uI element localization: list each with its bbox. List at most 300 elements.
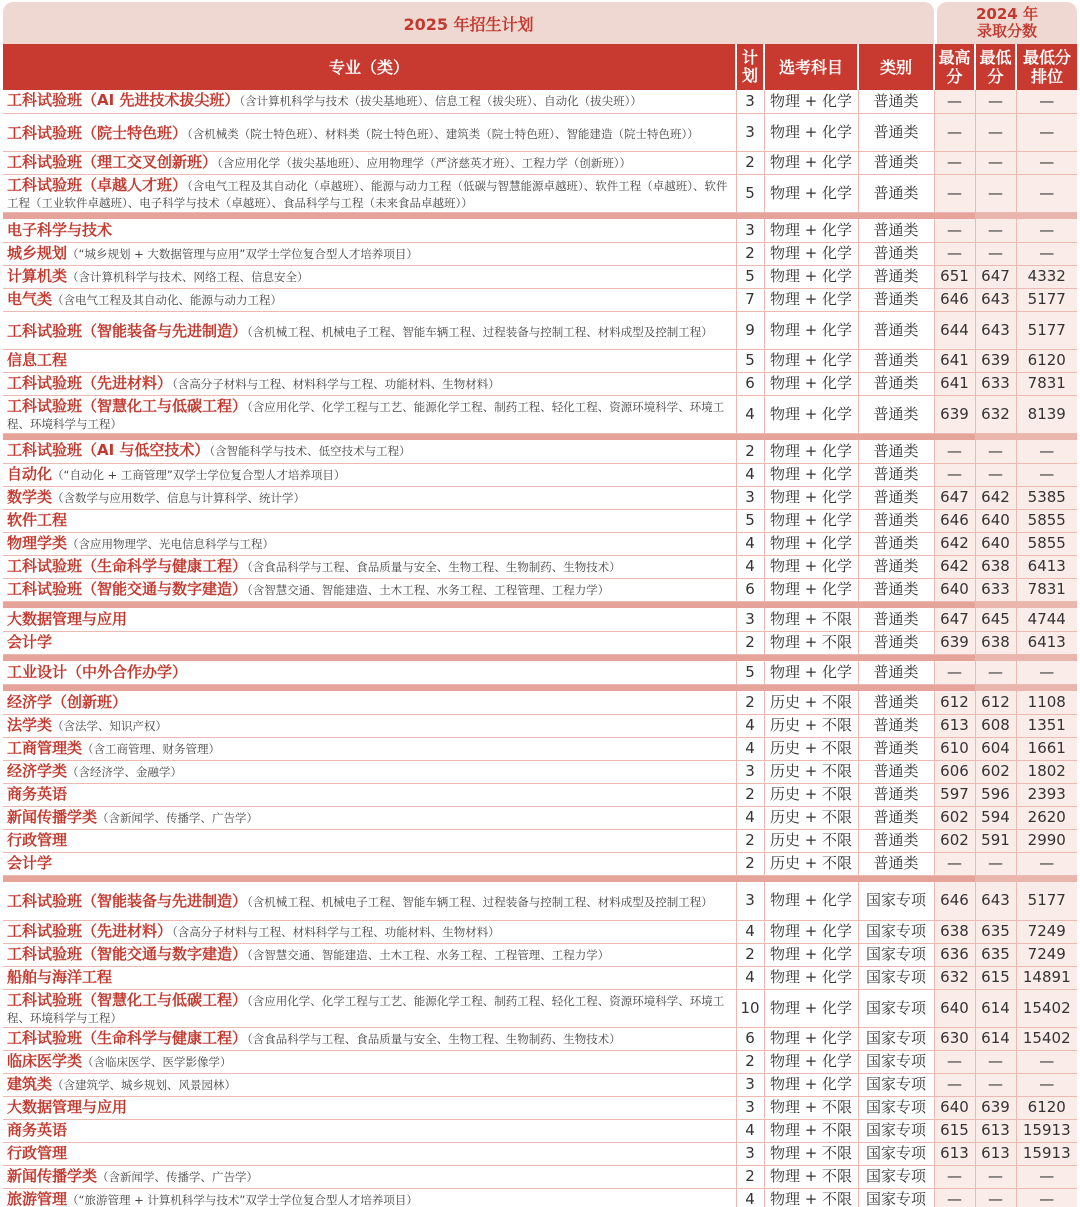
major-cell bbox=[3, 395, 736, 433]
table-row bbox=[3, 1096, 1077, 1119]
major-name: 工科试验班（智能交通与数字建造） bbox=[7, 579, 248, 598]
table-row bbox=[3, 920, 1077, 943]
table-row bbox=[3, 90, 1077, 113]
subjects-cell: 历史 + 不限 bbox=[764, 737, 858, 760]
subjects-cell: 物理 + 化学 bbox=[764, 1027, 858, 1050]
plan-count-cell: 4 bbox=[736, 806, 764, 829]
major-name: 大数据管理与应用 bbox=[7, 1098, 128, 1116]
min-score-cell: — bbox=[975, 852, 1016, 875]
major-cell bbox=[3, 372, 736, 395]
table-row bbox=[3, 1073, 1077, 1096]
table-row bbox=[3, 1188, 1077, 1207]
separator-cell bbox=[764, 433, 858, 440]
min-score-cell: — bbox=[975, 440, 1016, 463]
major-name: 电气类 bbox=[7, 289, 53, 308]
plan-count-cell: 2 bbox=[736, 151, 764, 174]
table-row bbox=[3, 288, 1077, 311]
subjects-cell: 物理 + 化学 bbox=[764, 219, 858, 242]
category-cell: 普通类 bbox=[858, 806, 934, 829]
category-cell: 普通类 bbox=[858, 440, 934, 463]
subjects-cell: 物理 + 化学 bbox=[764, 90, 858, 113]
major-description: （“城乡规划 + 大数据管理与应用”双学士学位复合型人才培养项目） bbox=[67, 246, 418, 261]
plan-count-cell: 2 bbox=[736, 631, 764, 654]
category-cell: 普通类 bbox=[858, 509, 934, 532]
plan-count-cell: 6 bbox=[736, 1027, 764, 1050]
major-cell bbox=[3, 966, 736, 989]
separator-cell bbox=[764, 654, 858, 661]
table-row bbox=[3, 265, 1077, 288]
separator-cell bbox=[934, 433, 975, 440]
plan-count-cell: 2 bbox=[736, 943, 764, 966]
table-row bbox=[3, 242, 1077, 265]
major-name: 会计学 bbox=[7, 854, 53, 872]
subjects-cell: 物理 + 化学 bbox=[764, 174, 858, 212]
min-rank-cell: 2620 bbox=[1016, 806, 1077, 829]
plan-count-cell: 9 bbox=[736, 311, 764, 349]
subjects-cell: 物理 + 化学 bbox=[764, 113, 858, 151]
plan-count-cell: 2 bbox=[736, 783, 764, 806]
group-separator bbox=[3, 601, 1077, 608]
major-name: 工科试验班（AI 先进技术拔尖班） bbox=[7, 91, 240, 110]
subjects-cell: 历史 + 不限 bbox=[764, 829, 858, 852]
admission-plan-sheet bbox=[3, 2, 1077, 1207]
major-name: 行政管理 bbox=[7, 1144, 68, 1162]
plan-count-cell: 5 bbox=[736, 349, 764, 372]
max-score-cell: — bbox=[934, 1165, 975, 1188]
max-score-cell: 646 bbox=[934, 509, 975, 532]
min-rank-cell: 15913 bbox=[1016, 1119, 1077, 1142]
separator-cell bbox=[3, 433, 736, 440]
major-description: （含智慧交通、智能建造、土木工程、水务工程、工程管理、工程力学） bbox=[247, 947, 610, 962]
major-description: （含电气工程及其自动化（卓越班）、能源与动力工程（低碳与智慧能源卓越班）、软件工程（卓越班）、软件工程（工业软件卓越班）、电子科学与技术（卓越班）、食品科学与工程（未来食品卓越班）） bbox=[7, 179, 728, 210]
score-title-year: 2024 年 bbox=[976, 5, 1038, 23]
separator-cell bbox=[858, 684, 934, 691]
plan-count-cell: 3 bbox=[736, 113, 764, 151]
plan-count-cell: 4 bbox=[736, 555, 764, 578]
major-cell bbox=[3, 852, 736, 875]
major-cell bbox=[3, 714, 736, 737]
major-name: 城乡规划 bbox=[7, 243, 68, 262]
subjects-cell: 物理 + 化学 bbox=[764, 943, 858, 966]
plan-count-cell: 3 bbox=[736, 1073, 764, 1096]
min-score-cell: 640 bbox=[975, 532, 1016, 555]
major-description: （含电气工程及其自动化、能源与动力工程） bbox=[52, 292, 283, 307]
table-row bbox=[3, 783, 1077, 806]
separator-cell bbox=[975, 875, 1016, 882]
max-score-cell: 644 bbox=[934, 311, 975, 349]
subjects-cell: 历史 + 不限 bbox=[764, 760, 858, 783]
subjects-cell: 物理 + 化学 bbox=[764, 288, 858, 311]
table-row bbox=[3, 714, 1077, 737]
separator-cell bbox=[975, 212, 1016, 219]
min-rank-cell: — bbox=[1016, 113, 1077, 151]
min-rank-cell: — bbox=[1016, 219, 1077, 242]
major-cell bbox=[3, 486, 736, 509]
major-name: 工商管理类 bbox=[7, 738, 83, 757]
category-cell: 普通类 bbox=[858, 852, 934, 875]
min-rank-cell: — bbox=[1016, 1188, 1077, 1207]
max-score-cell: — bbox=[934, 1188, 975, 1207]
col-header-major: 专业（类） bbox=[3, 44, 736, 90]
min-score-cell: 602 bbox=[975, 760, 1016, 783]
plan-count-cell: 3 bbox=[736, 760, 764, 783]
category-cell: 普通类 bbox=[858, 714, 934, 737]
max-score-cell: — bbox=[934, 852, 975, 875]
plan-count-cell: 5 bbox=[736, 661, 764, 684]
subjects-cell: 历史 + 不限 bbox=[764, 714, 858, 737]
max-score-cell: 647 bbox=[934, 608, 975, 631]
major-name: 建筑类 bbox=[7, 1074, 53, 1093]
plan-count-cell: 4 bbox=[736, 463, 764, 486]
table-row bbox=[3, 608, 1077, 631]
table-row bbox=[3, 532, 1077, 555]
category-cell: 普通类 bbox=[858, 532, 934, 555]
major-name: 船舶与海洋工程 bbox=[7, 968, 113, 986]
max-score-cell: — bbox=[934, 113, 975, 151]
min-rank-cell: 15402 bbox=[1016, 1027, 1077, 1050]
group-separator bbox=[3, 875, 1077, 882]
category-cell: 普通类 bbox=[858, 783, 934, 806]
plan-count-cell: 5 bbox=[736, 174, 764, 212]
min-score-cell: 591 bbox=[975, 829, 1016, 852]
table-row bbox=[3, 440, 1077, 463]
subjects-cell: 物理 + 化学 bbox=[764, 486, 858, 509]
category-cell: 国家专项 bbox=[858, 882, 934, 920]
subjects-cell: 物理 + 不限 bbox=[764, 1188, 858, 1207]
plan-count-cell: 4 bbox=[736, 714, 764, 737]
min-rank-cell: — bbox=[1016, 242, 1077, 265]
separator-cell bbox=[3, 875, 736, 882]
min-score-cell: 633 bbox=[975, 578, 1016, 601]
major-cell bbox=[3, 1142, 736, 1165]
separator-cell bbox=[736, 212, 764, 219]
min-score-cell: — bbox=[975, 1188, 1016, 1207]
table-row bbox=[3, 882, 1077, 920]
table-row bbox=[3, 1165, 1077, 1188]
plan-count-cell: 2 bbox=[736, 852, 764, 875]
subjects-cell: 物理 + 化学 bbox=[764, 509, 858, 532]
major-description: （“旅游管理 + 计算机科学与技术”双学士学位复合型人才培养项目） bbox=[67, 1192, 418, 1207]
subjects-cell: 物理 + 不限 bbox=[764, 1165, 858, 1188]
subjects-cell: 物理 + 化学 bbox=[764, 578, 858, 601]
col-header-subjects: 选考科目 bbox=[764, 44, 858, 90]
min-score-cell: 613 bbox=[975, 1119, 1016, 1142]
min-score-cell: 635 bbox=[975, 920, 1016, 943]
min-rank-cell: — bbox=[1016, 661, 1077, 684]
plan-count-cell: 5 bbox=[736, 265, 764, 288]
max-score-cell: 640 bbox=[934, 1096, 975, 1119]
separator-cell bbox=[934, 212, 975, 219]
min-rank-cell: 2393 bbox=[1016, 783, 1077, 806]
category-cell: 普通类 bbox=[858, 349, 934, 372]
min-score-cell: 615 bbox=[975, 966, 1016, 989]
separator-cell bbox=[736, 654, 764, 661]
major-cell bbox=[3, 349, 736, 372]
plan-count-cell: 3 bbox=[736, 882, 764, 920]
separator-cell bbox=[934, 684, 975, 691]
table-row bbox=[3, 1027, 1077, 1050]
min-score-cell: — bbox=[975, 1073, 1016, 1096]
table-row bbox=[3, 578, 1077, 601]
category-cell: 国家专项 bbox=[858, 1073, 934, 1096]
col-header-max: 最高分 bbox=[934, 44, 975, 90]
major-cell bbox=[3, 737, 736, 760]
major-name: 信息工程 bbox=[7, 351, 68, 369]
major-cell bbox=[3, 760, 736, 783]
plan-count-cell: 2 bbox=[736, 242, 764, 265]
major-name: 工科试验班（智慧化工与低碳工程） bbox=[7, 397, 248, 415]
subjects-cell: 物理 + 化学 bbox=[764, 265, 858, 288]
major-description: （“自动化 + 工商管理”双学士学位复合型人才培养项目） bbox=[52, 467, 346, 482]
major-description: （含应用化学（拔尖基地班）、应用物理学（严济慈英才班）、工程力学（创新班）） bbox=[217, 155, 632, 170]
title-bar bbox=[3, 2, 1077, 44]
max-score-cell: 636 bbox=[934, 943, 975, 966]
max-score-cell: — bbox=[934, 1073, 975, 1096]
subjects-cell: 历史 + 不限 bbox=[764, 852, 858, 875]
separator-cell bbox=[975, 601, 1016, 608]
subjects-cell: 物理 + 化学 bbox=[764, 555, 858, 578]
min-score-cell: — bbox=[975, 174, 1016, 212]
separator-cell bbox=[934, 875, 975, 882]
max-score-cell: 641 bbox=[934, 372, 975, 395]
col-header-rank: 最低分排位 bbox=[1016, 44, 1077, 90]
separator-cell bbox=[764, 875, 858, 882]
table-row bbox=[3, 555, 1077, 578]
table-row bbox=[3, 852, 1077, 875]
major-cell bbox=[3, 463, 736, 486]
table-row bbox=[3, 486, 1077, 509]
major-cell bbox=[3, 829, 736, 852]
plan-count-cell: 4 bbox=[736, 1188, 764, 1207]
major-cell bbox=[3, 989, 736, 1027]
major-description: （含法学、知识产权） bbox=[52, 718, 168, 733]
separator-cell bbox=[858, 212, 934, 219]
max-score-cell: 642 bbox=[934, 532, 975, 555]
major-name: 行政管理 bbox=[7, 831, 68, 849]
major-cell bbox=[3, 661, 736, 684]
major-description: （含食品科学与工程、食品质量与安全、生物工程、生物制药、生物技术） bbox=[247, 559, 621, 574]
category-cell: 普通类 bbox=[858, 265, 934, 288]
major-cell bbox=[3, 631, 736, 654]
max-score-cell: 613 bbox=[934, 714, 975, 737]
min-score-cell: 647 bbox=[975, 265, 1016, 288]
major-cell bbox=[3, 578, 736, 601]
separator-cell bbox=[736, 875, 764, 882]
min-score-cell: 645 bbox=[975, 608, 1016, 631]
subjects-cell: 物理 + 化学 bbox=[764, 151, 858, 174]
major-cell bbox=[3, 783, 736, 806]
min-score-cell: 643 bbox=[975, 882, 1016, 920]
max-score-cell: 606 bbox=[934, 760, 975, 783]
major-cell bbox=[3, 1188, 736, 1207]
major-name: 软件工程 bbox=[7, 511, 68, 529]
max-score-cell: 632 bbox=[934, 966, 975, 989]
separator-cell bbox=[3, 212, 736, 219]
min-score-cell: — bbox=[975, 1165, 1016, 1188]
table-row bbox=[3, 113, 1077, 151]
min-score-cell: 596 bbox=[975, 783, 1016, 806]
major-name: 临床医学类 bbox=[7, 1051, 83, 1070]
plan-count-cell: 3 bbox=[736, 1142, 764, 1165]
plan-count-cell: 4 bbox=[736, 1119, 764, 1142]
min-score-cell: 614 bbox=[975, 989, 1016, 1027]
min-score-cell: — bbox=[975, 1050, 1016, 1073]
min-score-cell: 640 bbox=[975, 509, 1016, 532]
major-name: 商务英语 bbox=[7, 785, 68, 803]
min-rank-cell: 15913 bbox=[1016, 1142, 1077, 1165]
major-cell bbox=[3, 90, 736, 113]
major-cell bbox=[3, 288, 736, 311]
major-description: （含新闻学、传播学、广告学） bbox=[97, 810, 259, 825]
subjects-cell: 物理 + 化学 bbox=[764, 242, 858, 265]
table-header-row bbox=[3, 44, 1077, 90]
category-cell: 普通类 bbox=[858, 113, 934, 151]
score-title-label: 录取分数 bbox=[976, 22, 1037, 40]
major-description: （含工商管理、财务管理） bbox=[82, 741, 221, 756]
separator-cell bbox=[934, 654, 975, 661]
major-description: （含计算机科学与技术、网络工程、信息安全） bbox=[67, 269, 309, 284]
max-score-cell: — bbox=[934, 90, 975, 113]
major-name: 商务英语 bbox=[7, 1121, 68, 1139]
major-name: 工科试验班（生命科学与健康工程） bbox=[7, 556, 248, 575]
max-score-cell: 641 bbox=[934, 349, 975, 372]
major-cell bbox=[3, 1119, 736, 1142]
min-rank-cell: 6413 bbox=[1016, 555, 1077, 578]
major-name: 新闻传播学类 bbox=[7, 1166, 98, 1185]
subjects-cell: 物理 + 化学 bbox=[764, 882, 858, 920]
max-score-cell: — bbox=[934, 1050, 975, 1073]
min-rank-cell: 14891 bbox=[1016, 966, 1077, 989]
table-row bbox=[3, 737, 1077, 760]
plan-count-cell: 6 bbox=[736, 578, 764, 601]
separator-cell bbox=[3, 654, 736, 661]
major-cell bbox=[3, 1096, 736, 1119]
plan-count-cell: 3 bbox=[736, 90, 764, 113]
min-score-cell: 632 bbox=[975, 395, 1016, 433]
min-score-cell: 639 bbox=[975, 1096, 1016, 1119]
major-description: （含应用化学、化学工程与工艺、能源化学工程、制药工程、轻化工程、资源环境科学、环境工程、环境科学与工程） bbox=[7, 400, 725, 431]
major-name: 数学类 bbox=[7, 487, 53, 506]
plan-count-cell: 5 bbox=[736, 509, 764, 532]
major-description: （含高分子材料与工程、材料科学与工程、功能材料、生物材料） bbox=[172, 924, 500, 939]
category-cell: 普通类 bbox=[858, 608, 934, 631]
category-cell: 国家专项 bbox=[858, 1165, 934, 1188]
separator-cell bbox=[736, 433, 764, 440]
category-cell: 国家专项 bbox=[858, 1188, 934, 1207]
min-score-cell: 643 bbox=[975, 288, 1016, 311]
table-row bbox=[3, 311, 1077, 349]
major-cell bbox=[3, 265, 736, 288]
plan-count-cell: 6 bbox=[736, 372, 764, 395]
major-description: （含食品科学与工程、食品质量与安全、生物工程、生物制药、生物技术） bbox=[247, 1031, 621, 1046]
separator-cell bbox=[764, 601, 858, 608]
min-rank-cell: 4332 bbox=[1016, 265, 1077, 288]
major-cell bbox=[3, 532, 736, 555]
group-separator bbox=[3, 684, 1077, 691]
max-score-cell: 638 bbox=[934, 920, 975, 943]
category-cell: 国家专项 bbox=[858, 989, 934, 1027]
major-name: 工科试验班（理工交叉创新班） bbox=[7, 152, 218, 171]
table-row bbox=[3, 691, 1077, 714]
subjects-cell: 物理 + 化学 bbox=[764, 920, 858, 943]
major-cell bbox=[3, 311, 736, 349]
major-name: 工科试验班（智能交通与数字建造） bbox=[7, 944, 248, 963]
min-rank-cell: 5385 bbox=[1016, 486, 1077, 509]
max-score-cell: 612 bbox=[934, 691, 975, 714]
category-cell: 国家专项 bbox=[858, 920, 934, 943]
min-rank-cell: 4744 bbox=[1016, 608, 1077, 631]
min-score-cell: — bbox=[975, 661, 1016, 684]
subjects-cell: 物理 + 化学 bbox=[764, 532, 858, 555]
major-name: 工科试验班（AI 与低空技术） bbox=[7, 441, 210, 460]
separator-cell bbox=[3, 601, 736, 608]
table-row bbox=[3, 943, 1077, 966]
category-cell: 国家专项 bbox=[858, 1119, 934, 1142]
separator-cell bbox=[858, 654, 934, 661]
major-name: 工科试验班（智能装备与先进制造） bbox=[7, 892, 248, 911]
max-score-cell: 647 bbox=[934, 486, 975, 509]
separator-cell bbox=[1016, 875, 1077, 882]
subjects-cell: 历史 + 不限 bbox=[764, 806, 858, 829]
major-cell bbox=[3, 1165, 736, 1188]
major-description: （含智慧交通、智能建造、土木工程、水务工程、工程管理、工程力学） bbox=[247, 582, 610, 597]
table-row bbox=[3, 806, 1077, 829]
min-rank-cell: 15402 bbox=[1016, 989, 1077, 1027]
major-description: （含智能科学与技术、低空技术与工程） bbox=[209, 444, 411, 459]
max-score-cell: 615 bbox=[934, 1119, 975, 1142]
table-row bbox=[3, 631, 1077, 654]
max-score-cell: — bbox=[934, 440, 975, 463]
subjects-cell: 物理 + 化学 bbox=[764, 463, 858, 486]
major-cell bbox=[3, 920, 736, 943]
min-rank-cell: 8139 bbox=[1016, 395, 1077, 433]
max-score-cell: — bbox=[934, 242, 975, 265]
min-rank-cell: — bbox=[1016, 174, 1077, 212]
major-cell bbox=[3, 174, 736, 212]
subjects-cell: 历史 + 不限 bbox=[764, 691, 858, 714]
min-score-cell: — bbox=[975, 219, 1016, 242]
min-rank-cell: 6120 bbox=[1016, 349, 1077, 372]
min-score-cell: — bbox=[975, 242, 1016, 265]
separator-cell bbox=[858, 433, 934, 440]
major-description: （含机械类（院士特色班）、材料类（院士特色班）、建筑类（院士特色班）、智能建造（院士特色班）） bbox=[187, 126, 699, 141]
subjects-cell: 物理 + 化学 bbox=[764, 349, 858, 372]
category-cell: 普通类 bbox=[858, 631, 934, 654]
major-name: 工科试验班（院士特色班） bbox=[7, 123, 188, 142]
major-cell bbox=[3, 1050, 736, 1073]
major-name: 经济学（创新班） bbox=[7, 692, 128, 711]
table-row bbox=[3, 219, 1077, 242]
plan-count-cell: 7 bbox=[736, 288, 764, 311]
major-name: 工科试验班（先进材料） bbox=[7, 373, 173, 392]
col-header-min: 最低分 bbox=[975, 44, 1016, 90]
max-score-cell: 640 bbox=[934, 989, 975, 1027]
major-description: （含机械工程、机械电子工程、智能车辆工程、过程装备与控制工程、材料成型及控制工程） bbox=[247, 324, 713, 339]
category-cell: 国家专项 bbox=[858, 943, 934, 966]
min-rank-cell: — bbox=[1016, 463, 1077, 486]
major-description: （含临床医学、医学影像学） bbox=[82, 1054, 232, 1069]
category-cell: 普通类 bbox=[858, 691, 934, 714]
separator-cell bbox=[764, 212, 858, 219]
min-rank-cell: 1351 bbox=[1016, 714, 1077, 737]
major-name: 工科试验班（智能装备与先进制造） bbox=[7, 321, 248, 340]
major-cell bbox=[3, 691, 736, 714]
major-name: 新闻传播学类 bbox=[7, 807, 98, 826]
min-rank-cell: 1802 bbox=[1016, 760, 1077, 783]
major-name: 法学类 bbox=[7, 715, 53, 734]
major-cell bbox=[3, 1027, 736, 1050]
group-separator bbox=[3, 433, 1077, 440]
